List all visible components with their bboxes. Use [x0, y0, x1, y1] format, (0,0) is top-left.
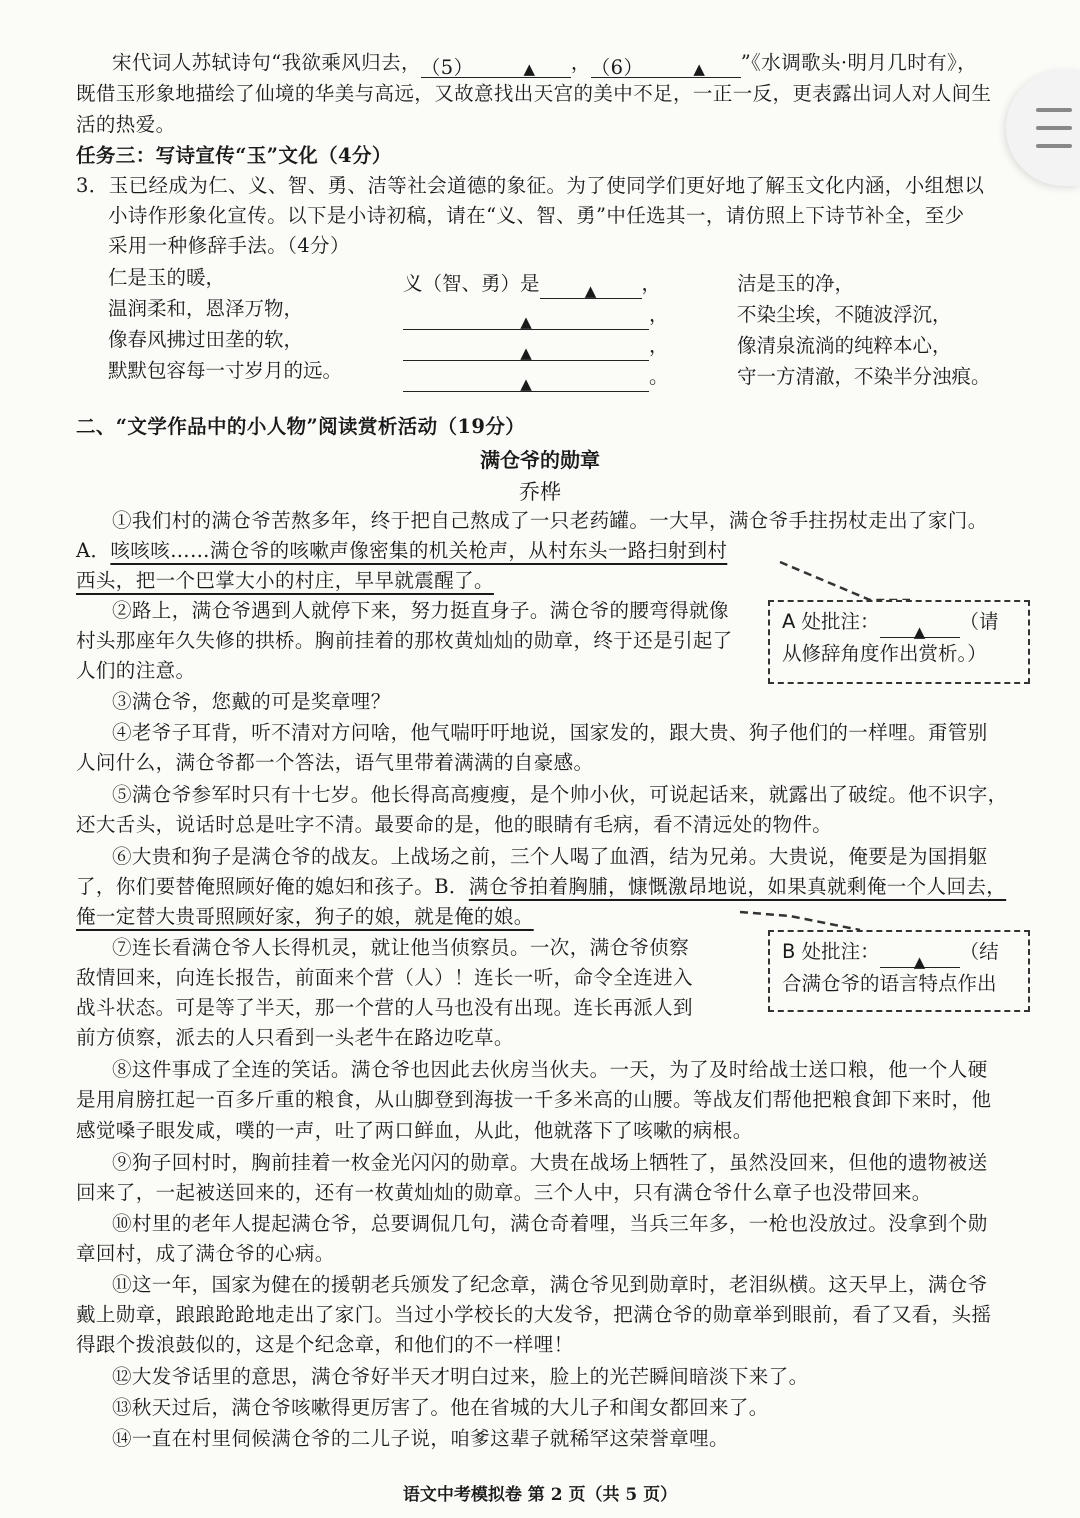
underlined-b: 满仓爷拍着胸脯，慷慨激昂地说，如果真就剩俺一个人回去， — [468, 875, 1007, 898]
poem-jie-line: 像清泉流淌的纯粹本心， — [737, 334, 952, 357]
blank-mark: ▲ — [520, 313, 532, 331]
poem-ren-line: 默默包容每一寸岁月的远。 — [108, 359, 343, 382]
story-line: ⑦连长看满仓爷人长得机灵，就让他当侦察员。一次，满仓爷侦察 — [112, 936, 690, 959]
story-line: 还大舌头，说话时总是吐字不清。最要命的是，他的眼睛有毛病，看不清远处的物件。 — [76, 813, 833, 836]
poem-ren-line: 温润柔和，恩泽万物， — [108, 297, 304, 320]
blank-mark: ▲ — [584, 282, 597, 300]
story-line: 村头那座年久失修的拱桥。胸前挂着的那枚黄灿灿的勋章，终于还是引起了 — [76, 629, 733, 652]
blank-mark: ▲ — [520, 344, 532, 362]
story-line: 是用肩膀扛起一百多斤重的粮食，从山脚登到海拔一千多米高的山腰。等战友们帮他把粮食卸下来时，他 — [76, 1088, 992, 1111]
text-line: 活的热爱。 — [76, 113, 176, 136]
poem-intro: 宋代词人苏轼诗句“我欲乘风归去， — [112, 51, 421, 74]
story-line: ⑫大发爷话里的意思，满仓爷好半天才明白过来，脸上的光芒瞬间暗淡下来了。 — [112, 1365, 809, 1388]
story-line-b: 俺一定替大贵哥照顾好家，狗子的娘，就是俺的娘。 — [76, 905, 534, 928]
annotation-a-blank[interactable] — [880, 615, 960, 641]
poem-ren-line: 像春风拂过田垄的软， — [108, 328, 304, 351]
blank-6-label: （6） — [590, 56, 644, 79]
poem-jie-line: 不染尘埃，不随波浮沉， — [737, 303, 952, 326]
story-line: ⑧这件事成了全连的笑话。满仓爷也因此去伙房当伙夫。一天，为了及时给战士送口粮，他一个人硬 — [112, 1058, 988, 1081]
poem-yi-prefix: 义（智、勇）是 — [403, 272, 540, 295]
story-line: 人问什么，满仓爷都一个答法，语气里带着满满的自豪感。 — [76, 751, 594, 774]
story-line: ⑩村里的老年人提起满仓爷，总要调侃几句，满仓奇着哩，当兵三年多，一枪也没放过。没拿到个勋 — [112, 1212, 988, 1235]
story-line: 得跟个拨浪鼓似的，这是个纪念章，和他们的不一样哩！ — [76, 1333, 574, 1356]
annotation-b-title: B 处批注： — [782, 940, 880, 963]
underlined-a: 咳咳咳……满仓爷的咳嗽声像密集的机关枪声，从村东头一路扫射到村 — [110, 539, 728, 562]
story-line: 章回村，成了满仓爷的心病。 — [76, 1242, 335, 1265]
annotation-box-a — [768, 600, 1030, 684]
annotation-a-title: A 处批注： — [782, 610, 880, 633]
story-line: ⑤满仓爷参军时只有十七岁。他长得高高瘦瘦，是个帅小伙，可说起话来，就露出了破绽。他不识字， — [112, 783, 1008, 806]
annotation-a-label: A． — [76, 539, 111, 562]
callout-b-connector — [740, 912, 860, 930]
annotation-b-instruction: 合满仓爷的语言特点作出 — [782, 972, 997, 995]
story-line: ⑨狗子回村时，胸前挂着一枚金光闪闪的勋章。大贵在战场上牺牲了，虽然没回来，但他的遗物被送 — [112, 1151, 988, 1174]
story-line: 前方侦察，派去的人只看到一头老牛在路边吃草。 — [76, 1026, 514, 1049]
blank-mark: ▲ — [693, 60, 706, 78]
story-text: 了，你们要替俺照顾好俺的媳妇和孩子。B． — [76, 875, 469, 898]
story-line-a: 西头，把一个巴掌大小的村庄，早早就震醒了。 — [76, 569, 494, 592]
annotation-b-tail: （结 — [959, 940, 999, 963]
story-line: ①我们村的满仓爷苦熬多年，终于把自己熬成了一只老药罐。一大早，满仓爷手拄拐杖走出了家门。 — [112, 509, 988, 532]
story-line: ⑥大贵和狗子是满仓爷的战友。上战场之前，三个人喝了血酒，结为兄弟。大贵说，俺要是为国捐躯 — [112, 845, 988, 868]
blank-mark: ▲ — [913, 953, 926, 971]
callout-a-connector — [780, 562, 910, 600]
story-line: 戴上勋章，踉踉跄跄地走出了家门。当过小学校长的大发爷，把满仓爷的勋章举到眼前，看了又看，头摇 — [76, 1303, 992, 1326]
story-line: ⑪这一年，国家为健在的援朝老兵颁发了纪念章，满仓爷见到勋章时，老泪纵横。这天早上，满仓爷 — [112, 1273, 988, 1296]
annotation-a-tail: （请 — [959, 610, 999, 633]
story-title: 满仓爷的勋章 — [480, 448, 600, 472]
period: 。 — [649, 365, 669, 388]
blank-5-label: （5） — [420, 56, 474, 79]
story-line: ⑭一直在村里伺候满仓爷的二儿子说，咱爹这辈子就稀罕这荣誉章哩。 — [112, 1427, 729, 1450]
story-line: 敌情回来，向连长报告，前面来个营（人）！连长一听，命令全连进入 — [76, 966, 693, 989]
text-line: 既借玉形象地描绘了仙境的华美与高远，又故意找出天宫的美中不足，一正一反，更表露出词人对人间生 — [76, 82, 992, 105]
annotation-b-blank[interactable] — [880, 945, 960, 971]
blank-mark: ▲ — [523, 60, 536, 78]
story-line: 感觉嗓子眼发咸，噗的一声，吐了两口鲜血，从此，他就落下了咳嗽的病根。 — [76, 1119, 753, 1142]
comma: ， — [649, 303, 669, 326]
annotation-a-instruction: 从修辞角度作出赏析。） — [782, 642, 987, 665]
poem-jie-line: 洁是玉的净， — [737, 272, 855, 295]
blank-mark: ▲ — [913, 623, 926, 641]
annotation-box-b — [768, 930, 1030, 1012]
story-line: 回来了，一起被送回来的，还有一枚黄灿灿的勋章。三个人中，只有满仓爷什么章子也没带回来。 — [76, 1181, 932, 1204]
question-line: 3．玉已经成为仁、义、智、勇、洁等社会道德的象征。为了使同学们更好地了解玉文化内涵，小组想以 — [76, 174, 985, 197]
poem-ren-line: 仁是玉的暖， — [108, 266, 226, 289]
story-line: 人们的注意。 — [76, 659, 196, 682]
part2-heading: 二、“文学作品中的小人物”阅读赏析活动（19分） — [76, 415, 526, 438]
question-line: 采用一种修辞手法。（4分） — [108, 234, 350, 257]
story-line: ⑬秋天过后，满仓爷咳嗽得更厉害了。他在省城的大儿子和闺女都回来了。 — [112, 1396, 769, 1419]
story-line: ②路上，满仓爷遇到人就停下来，努力挺直身子。满仓爷的腰弯得就像 — [112, 599, 729, 622]
story-line: ④老爷子耳背，听不清对方问啥，他气喘吁吁地说，国家发的，跟大贵、狗子他们的一样哩。甭管别 — [112, 721, 988, 744]
poem-close: ”《水调歌头·明月几时有》， — [740, 51, 978, 74]
question-line: 小诗作形象化宣传。以下是小诗初稿，请在“义、智、勇”中任选其一，请仿照上下诗节补全，至少 — [108, 204, 965, 227]
story-author: 乔桦 — [519, 480, 561, 504]
poem-sep: ， — [570, 51, 591, 74]
poem-jie-line: 守一方清澈，不染半分浊痕。 — [737, 365, 991, 388]
blank-mark: ▲ — [520, 375, 532, 393]
page-footer: 语文中考模拟卷 第 2 页（共 5 页） — [402, 1485, 678, 1505]
comma: ， — [649, 334, 669, 357]
story-line: 战斗状态。可是等了半天，那一个营的人马也没有出现。连长再派人到 — [76, 996, 693, 1019]
story-line: ③满仓爷，您戴的可是奖章哩？ — [112, 690, 391, 713]
comma: ， — [641, 272, 662, 295]
task3-heading: 任务三：写诗宣传“玉”文化（4分） — [76, 144, 392, 167]
